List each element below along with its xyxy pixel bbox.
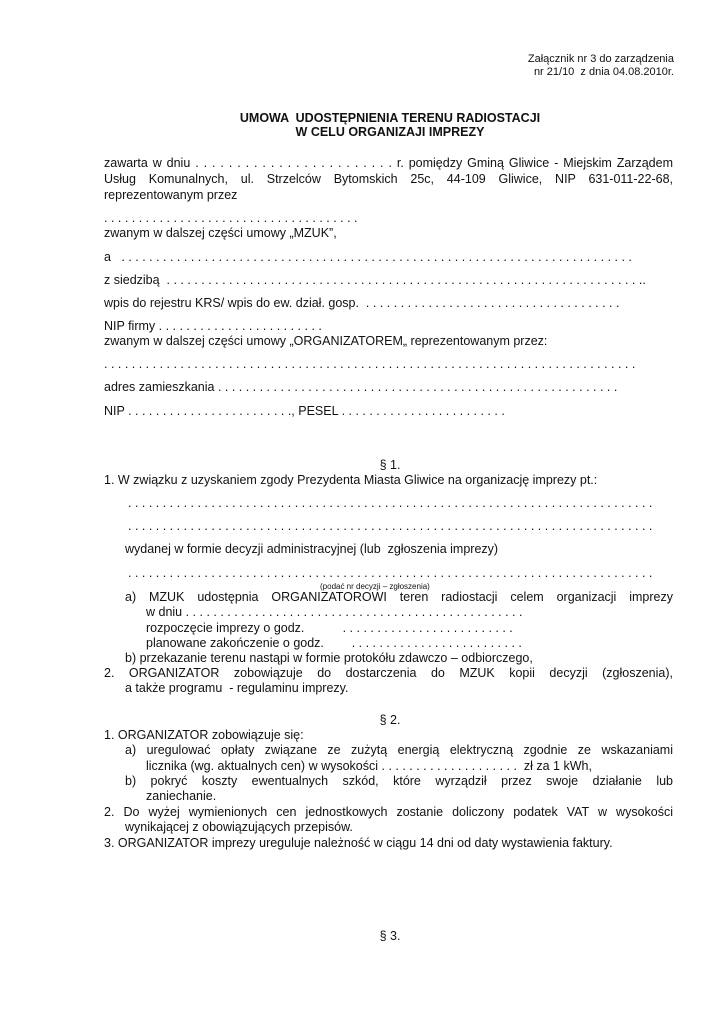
- intro-organizer-definition: zwanym w dalszej części umowy „ORGANIZATOREM„ reprezentowanym przez:: [104, 334, 548, 348]
- intro-line-1: zawarta w dniu . . . . . . . . . . . . . . . . . . . . . . . . r. pomiędzy Gminą Gliwice - Miejskim Zarządem: [104, 156, 673, 170]
- section-2-point-2-line-1: 2. Do wyżej wymienionych cen jednostkowych zostanie doliczony podatek VAT w wysokości: [104, 805, 673, 819]
- section-2-heading: § 2.: [379, 713, 401, 727]
- intro-party-a: a . . . . . . . . . . . . . . . . . . . . . . . . . . . . . . . . . . . . . . . . . . . . . . . . . . . . . . . . . . . . . . . . . . . . . . . . . .: [104, 250, 632, 264]
- section-1-item-a-line-4: planowane zakończenie o godz. . . . . . . . . . . . . . . . . . . . . . . . . .: [146, 636, 522, 650]
- intro-dots-representative: . . . . . . . . . . . . . . . . . . . . . . . . . . . . . . . . . . . . .: [104, 211, 358, 225]
- section-1-point-1: 1. W związku z uzyskaniem zgody Prezydenta Miasta Gliwice na organizację imprezy pt.:: [104, 473, 598, 487]
- section-1-note: (podać nr decyzji – zgłoszenia): [320, 582, 430, 591]
- section-1-heading: § 1.: [379, 458, 401, 472]
- section-2-point-2-line-2: wynikającej z obowiązujących przepisów.: [125, 820, 353, 834]
- section-2-item-b-line-2: zaniechanie.: [146, 789, 217, 803]
- intro-krs: wpis do rejestru KRS/ wpis do ew. dział. gosp. . . . . . . . . . . . . . . . . . . . . . . . . . . . . . . . . . . . . .: [104, 296, 620, 310]
- section-1-point-2-line-2: a także programu - regulaminu imprezy.: [125, 681, 349, 695]
- section-2-point-3: 3. ORGANIZATOR imprezy ureguluje należność w ciągu 14 dni od daty wystawienia faktury.: [104, 836, 613, 850]
- intro-nip-company: NIP firmy . . . . . . . . . . . . . . . . . . . . . . . .: [104, 319, 322, 333]
- title-line-2: W CELU ORGANIZAJI IMPREZY: [295, 125, 485, 139]
- intro-seat: z siedzibą . . . . . . . . . . . . . . . . . . . . . . . . . . . . . . . . . . . . . . . . . . . . . . . . . . . . . . . . . . . . . . . . . . . . ..: [104, 273, 646, 287]
- section-1-item-b: b) przekazanie terenu nastąpi w formie protokółu zdawczo – odbiorczego,: [125, 651, 533, 665]
- section-1-item-a-line-3: rozpoczęcie imprezy o godz. . . . . . . . . . . . . . . . . . . . . . . . . .: [146, 621, 513, 635]
- section-2-item-a-line-2: licznika (wg. aktualnych cen) w wysokości . . . . . . . . . . . . . . . . . . . . zł za 1 kWh,: [146, 759, 592, 773]
- intro-nip-pesel: NIP . . . . . . . . . . . . . . . . . . . . . . . ., PESEL . . . . . . . . . . . . . . . . . . . . . . . .: [104, 404, 505, 418]
- section-1-item-a-line-2: w dniu . . . . . . . . . . . . . . . . . . . . . . . . . . . . . . . . . . . . . . . . . . . . . . . . .: [146, 605, 523, 619]
- section-2-item-b-line-1: b) pokryć koszty ewentualnych szkód, które wyrządził przez swoje działanie lub: [125, 774, 673, 788]
- section-2-point-1: 1. ORGANIZATOR zobowiązuje się:: [104, 728, 304, 742]
- intro-dots-organizer-rep: . . . . . . . . . . . . . . . . . . . . . . . . . . . . . . . . . . . . . . . . . . . . . . . . . . . . . . . . . . . . . . . . . . . . . . . . . . . . .: [104, 357, 636, 371]
- intro-line-3: reprezentowanym przez: [104, 188, 238, 202]
- header-line-2: nr 21/10 z dnia 04.08.2010r.: [533, 66, 674, 78]
- intro-line-2: Usług Komunalnych, ul. Strzelców Bytomskich 25c, 44-109 Gliwice, NIP 631-011-22-68,: [104, 172, 673, 186]
- section-2-item-a-line-1: a) uregulować opłaty związane ze zużytą energią elektryczną zgodnie ze wskazaniami: [125, 743, 673, 757]
- section-1-point-2-line-1: 2. ORGANIZATOR zobowiązuje do dostarczenia do MZUK kopii decyzji (zgłoszenia),: [104, 666, 673, 680]
- header-line-1: Załącznik nr 3 do zarządzenia: [527, 53, 674, 65]
- section-1-dots-2: . . . . . . . . . . . . . . . . . . . . . . . . . . . . . . . . . . . . . . . . . . . . . . . . . . . . . . . . . . . . . . . . . . . . . . . . . . . .: [128, 519, 653, 533]
- section-1-decision: wydanej w formie decyzji administracyjnej (lub zgłoszenia imprezy): [125, 542, 499, 556]
- section-1-item-a-line-1: a) MZUK udostępnia ORGANIZATOROWI teren radiostacji celem organizacji imprezy: [125, 590, 673, 604]
- section-1-dots-3: . . . . . . . . . . . . . . . . . . . . . . . . . . . . . . . . . . . . . . . . . . . . . . . . . . . . . . . . . . . . . . . . . . . . . . . . . . . .: [128, 566, 653, 580]
- title-line-1: UMOWA UDOSTĘPNIENIA TERENU RADIOSTACJI: [239, 111, 541, 125]
- intro-mzuk-definition: zwanym w dalszej części umowy „MZUK”,: [104, 226, 337, 240]
- section-3-heading: § 3.: [379, 929, 401, 943]
- section-1-dots-1: . . . . . . . . . . . . . . . . . . . . . . . . . . . . . . . . . . . . . . . . . . . . . . . . . . . . . . . . . . . . . . . . . . . . . . . . . . . .: [128, 496, 653, 510]
- intro-address: adres zamieszkania . . . . . . . . . . . . . . . . . . . . . . . . . . . . . . . . . . . . . . . . . . . . . . . . . . . . . . . . . .: [104, 380, 618, 394]
